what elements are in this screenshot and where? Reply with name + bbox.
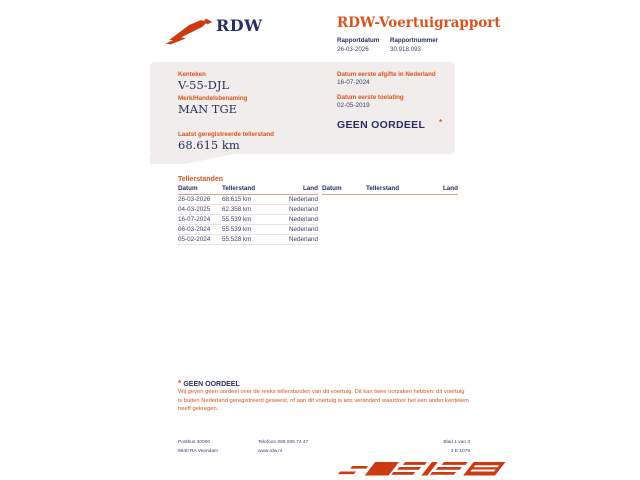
footer-page-info — [400, 438, 470, 456]
footer-website: www.rdw.nl — [258, 449, 282, 455]
afgifte-value: 16-07-2024 — [337, 79, 370, 86]
vehicle-summary-panel-tab — [150, 153, 238, 164]
table-header-row — [178, 185, 318, 195]
footer-form-code: 3 E 1079 — [450, 449, 470, 455]
footer-deco-graphic — [336, 460, 510, 478]
note-body: Wij geven geen oordeel over de reeks tellerstanden van dit voertuig. Dit kan twee oorzaken hebben: dit voertuig is buiten Nederland geregistreerd geweest, of aan dit voertuig is iets veranderd waardoor het een ander kenteken heeft gekregen. — [178, 389, 469, 413]
oordeel-status: GEEN OORDEEL — [337, 119, 426, 131]
note-heading — [178, 379, 240, 388]
footer-address — [178, 438, 218, 456]
toelating-value: 02-05-2019 — [337, 102, 370, 109]
merk-value: MAN TGE — [178, 102, 238, 116]
col-teller: Tellerstand — [222, 185, 256, 192]
afgifte-label: Datum eerste afgifte in Nederland — [337, 71, 436, 78]
report-date-block — [337, 37, 379, 53]
footer-address-line1: Postbus 30000 — [178, 440, 211, 445]
table-header-row — [322, 185, 458, 195]
rdw-wordmark: RDW — [216, 16, 263, 35]
table-row: 06-03-2024 55.539 km Nederland — [178, 226, 318, 233]
table-row: 26-03-2026 68.615 km Nederland — [178, 196, 318, 203]
col-land: Land — [302, 185, 318, 192]
page-title: RDW-Voertuigrapport — [337, 15, 501, 31]
report-date-label: Rapportdatum — [337, 37, 380, 44]
col-land: Land — [442, 185, 458, 192]
kenteken-label: Kenteken — [178, 71, 206, 78]
col-teller: Tellerstand — [366, 185, 400, 192]
report-number-value: 30.918.093 — [390, 46, 421, 53]
tellerstand-label: Laatst geregistreerde tellerstand — [178, 131, 274, 138]
odometer-table-left — [178, 185, 318, 245]
rdw-logo-icon — [164, 14, 214, 48]
report-number-label: Rapportnummer — [390, 37, 439, 44]
note-asterisk: * — [178, 379, 184, 388]
footer-address-line2: 9640 RA Veendam — [178, 449, 219, 455]
col-datum: Datum — [178, 185, 198, 192]
oordeel-asterisk: * — [439, 118, 443, 127]
merk-label: Merk/Handelsbenaming — [178, 95, 248, 102]
table-row: 05-02-2024 55.528 km Nederland — [178, 236, 318, 243]
table-title: Tellerstanden — [178, 176, 223, 183]
report-date-value: 26-03-2026 — [337, 46, 369, 53]
table-row: 04-03-2025 62.358 km Nederland — [178, 206, 318, 213]
tellerstand-value: 68.615 km — [178, 138, 240, 152]
col-datum: Datum — [322, 185, 342, 192]
footer-page-number: Blad 1 van 3 — [443, 440, 470, 445]
odometer-table-right — [322, 185, 458, 195]
footer-contact — [258, 438, 308, 456]
toelating-label: Datum eerste toelating — [337, 94, 404, 101]
table-row: 16-07-2024 55.539 km Nederland — [178, 216, 318, 223]
kenteken-value: V-55-DJL — [178, 78, 230, 92]
footer-phone: Telefoon 088 008 74 47 — [258, 440, 309, 445]
note-title: GEEN OORDEEL — [183, 381, 240, 388]
report-number-block — [390, 37, 438, 53]
